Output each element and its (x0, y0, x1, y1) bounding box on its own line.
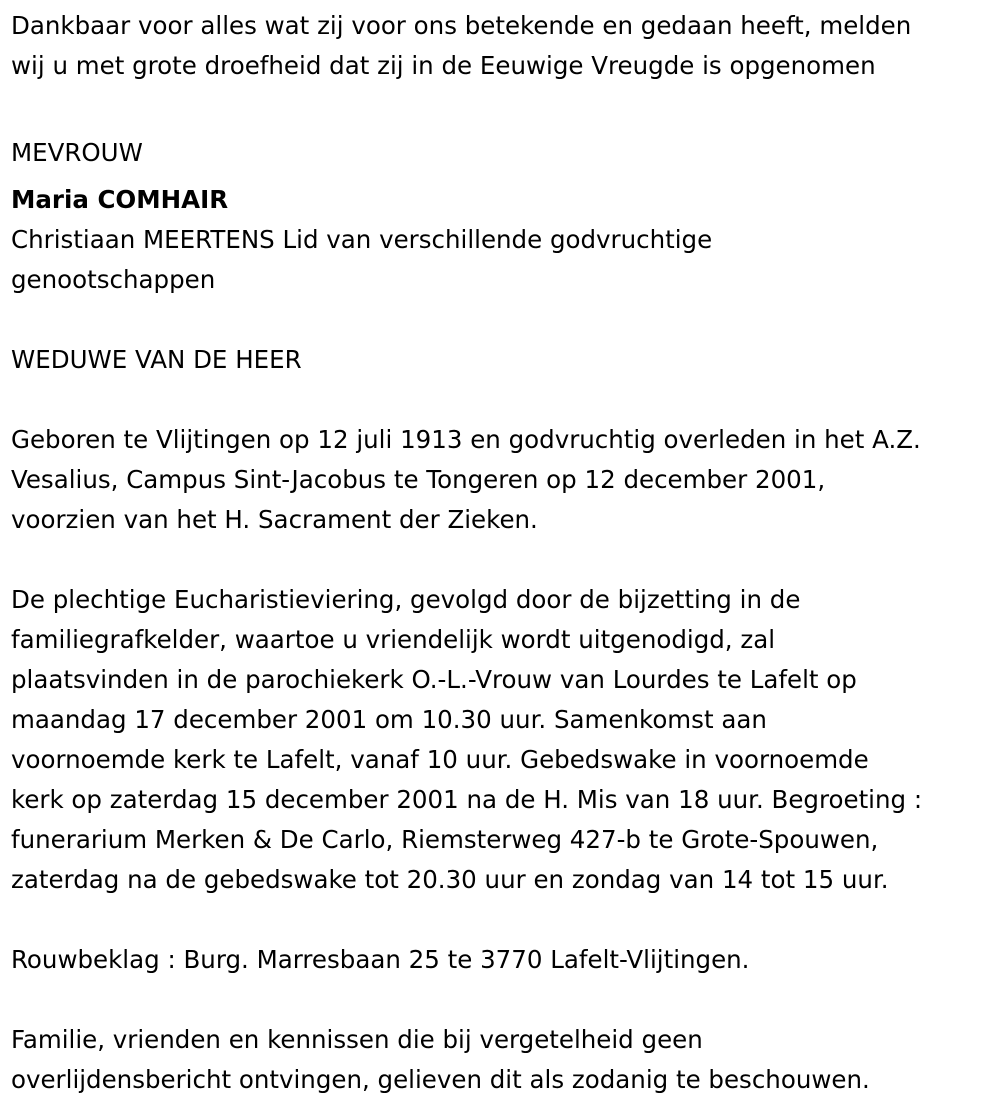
spacer (11, 380, 1000, 420)
spacer (11, 540, 1000, 580)
affiliation-paragraph: Christiaan MEERTENS Lid van verschillende godvruchtige genootschappen (11, 225, 713, 294)
deceased-name: Maria COMHAIR (11, 185, 229, 214)
spacer (11, 900, 1000, 940)
ceremony-paragraph: De plechtige Eucharistieviering, gevolgd door de bijzetting in de familiegrafkelder, waartoe u vriendelijk wordt uitgenodigd, zal plaatsvinden in de parochiekerk O.-L.-Vrouw van Lourdes te Lafelt op maandag 17 december 2001 om 10.30 uur. Samenkomst aan voornoemde kerk te Lafelt, vanaf 10 uur. Gebedswake in voornoemde kerk op zaterdag 15 december 2001 na de H. Mis van 18 uur. Begroeting : funerarium Merken & De Carlo, Riemsterweg 427-b te Grote-Spouwen, zaterdag na de gebedswake tot 20.30 uur en zondag van 14 tot 15 uur. (11, 585, 923, 894)
spacer (11, 300, 1000, 340)
closing-paragraph: Familie, vrienden en kennissen die bij vergetelheid geen overlijdensbericht ontvingen, gelieven dit als zodanig te beschouwen. (11, 1025, 870, 1094)
spacer (11, 86, 1000, 126)
widow-of-line: WEDUWE VAN DE HEER (11, 345, 302, 374)
salutation: MEVROUW (11, 138, 143, 167)
birth-death-paragraph: Geboren te Vlijtingen op 12 juli 1913 en godvruchtig overleden in het A.Z. Vesalius, Campus Sint-Jacobus te Tongeren op 12 december 2001, voorzien van het H. Sacrament der Zieken. (11, 425, 921, 534)
spacer (11, 980, 1000, 1020)
condolence-address: Rouwbeklag : Burg. Marresbaan 25 te 3770 Lafelt-Vlijtingen. (11, 945, 750, 974)
intro-paragraph: Dankbaar voor alles wat zij voor ons betekende en gedaan heeft, melden wij u met grote droefheid dat zij in de Eeuwige Vreugde is opgenomen (11, 11, 912, 80)
